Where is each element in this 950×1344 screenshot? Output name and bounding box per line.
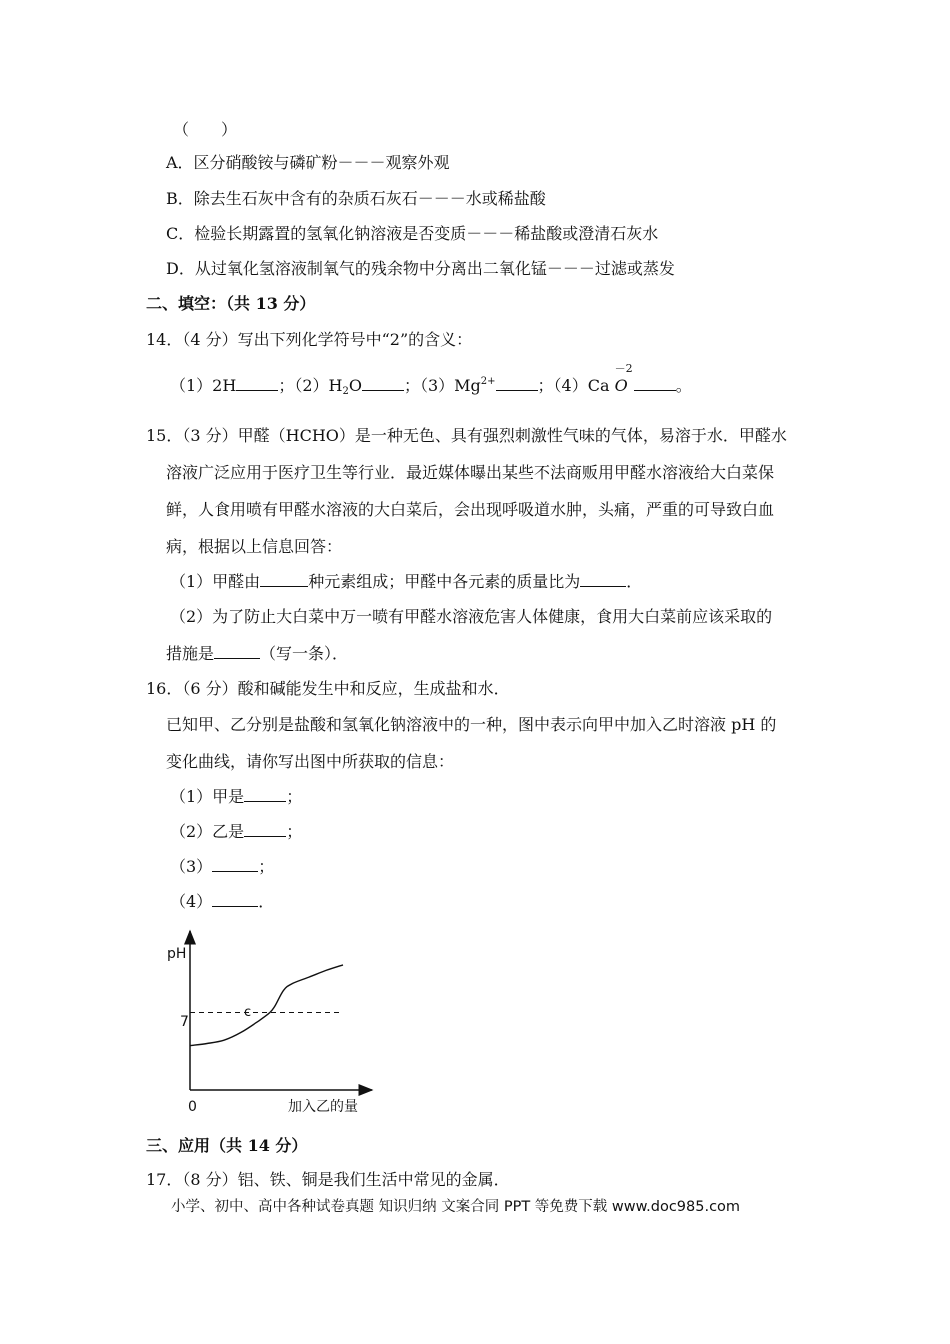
q14-blank-4[interactable] bbox=[634, 376, 676, 391]
q16-blank-4[interactable] bbox=[212, 892, 258, 907]
q14-valence-mark: －2 bbox=[614, 362, 633, 375]
q15-sub-1-pre: （1）甲醛由 bbox=[170, 572, 261, 591]
q15-sub-1-mid: 种元素组成；甲醛中各元素的质量比为 bbox=[308, 572, 581, 591]
q13-answer-bracket: （ ） bbox=[173, 120, 238, 139]
point-c-label: c bbox=[244, 1005, 252, 1020]
q14-blank-1[interactable] bbox=[236, 376, 278, 391]
q16-stem: 16．（6 分）酸和碱能发生中和反应，生成盐和水． bbox=[146, 679, 510, 698]
q14-part2-sub: 2 bbox=[342, 386, 349, 397]
q14-end: 。 bbox=[675, 376, 692, 395]
q15-blank-1[interactable] bbox=[260, 572, 308, 587]
q14-part2-pre: ；（2）H bbox=[278, 376, 343, 395]
q14-blank-3[interactable] bbox=[496, 376, 538, 391]
q15-sub-2-end: （写一条）． bbox=[260, 644, 349, 663]
q15-blank-3[interactable] bbox=[214, 644, 260, 659]
q16-blank-3[interactable] bbox=[212, 857, 258, 872]
q16-answer-4-label: （4） bbox=[170, 892, 213, 911]
q16-semicolon: ； bbox=[286, 822, 303, 841]
section-2-title: 二、填空：（共 13 分） bbox=[146, 294, 316, 313]
q16-line-2: 已知甲、乙分别是盐酸和氢氧化钠溶液中的一种，图中表示向甲中加入乙时溶液 pH 的 bbox=[166, 715, 777, 734]
x-axis-label: 加入乙的量 bbox=[288, 1099, 358, 1115]
q16-line-3: 变化曲线，请你写出图中所获取的信息： bbox=[166, 752, 455, 771]
q15-sub-2-line-2 bbox=[166, 644, 348, 664]
q16-answer-3-label: （3） bbox=[170, 857, 213, 876]
q14-part3-pre: ；（3）Mg bbox=[403, 376, 481, 395]
ph-curve-chart bbox=[160, 925, 390, 1120]
q14-parts bbox=[170, 362, 692, 397]
ph-curve-line bbox=[190, 965, 343, 1046]
q16-answer-3 bbox=[170, 857, 274, 877]
q14-stem: 14．（4 分）写出下列化学符号中“2”的含义： bbox=[146, 330, 473, 349]
q15-sub-1 bbox=[170, 572, 642, 592]
q17-stem: 17．（8 分）铝、铁、铜是我们生活中常见的金属． bbox=[146, 1170, 510, 1189]
origin-label: 0 bbox=[188, 1099, 197, 1115]
q15-sub-1-end: ． bbox=[626, 572, 643, 591]
q15-line-2: 溶液广泛应用于医疗卫生等行业．最近媒体曝出某些不法商贩用甲醛水溶液给大白菜保 bbox=[166, 463, 775, 482]
q14-blank-2[interactable] bbox=[362, 376, 404, 391]
y-tick-7: 7 bbox=[180, 1014, 189, 1030]
q13-option-d: D．从过氧化氢溶液制氧气的残余物中分离出二氧化锰－－－过滤或蒸发 bbox=[166, 259, 675, 278]
q16-answer-4 bbox=[170, 892, 274, 912]
q16-answer-1 bbox=[170, 787, 302, 807]
q16-period: ． bbox=[258, 892, 275, 911]
q14-oxygen: O bbox=[614, 376, 628, 395]
q15-line-1: 15．（3 分）甲醛（HCHO）是一种无色、具有强烈刺激性气味的气体，易溶于水．甲醛水 bbox=[146, 426, 787, 445]
q14-valence-oxygen bbox=[614, 362, 633, 396]
q16-blank-2[interactable] bbox=[244, 822, 286, 837]
section-3-title: 三、应用（共 14 分） bbox=[146, 1136, 308, 1155]
q15-sub-2-line-1: （2）为了防止大白菜中万一喷有甲醛水溶液危害人体健康，食用大白菜前应该采取的 bbox=[170, 607, 773, 626]
q13-option-b: B．除去生石灰中含有的杂质石灰石－－－水或稀盐酸 bbox=[166, 189, 546, 208]
q14-part1: （1）2H bbox=[170, 376, 237, 395]
q16-semicolon: ； bbox=[286, 787, 303, 806]
q13-option-c: C．检验长期露置的氢氧化钠溶液是否变质－－－稀盐酸或澄清石灰水 bbox=[166, 224, 659, 243]
q14-part2-post: O bbox=[348, 376, 362, 395]
q16-answer-2 bbox=[170, 822, 302, 842]
q16-blank-1[interactable] bbox=[244, 787, 286, 802]
q14-part3-sup: 2+ bbox=[480, 376, 496, 387]
q15-line-3: 鲜，人食用喷有甲醛水溶液的大白菜后，会出现呼吸道水肿，头痛，严重的可导致白血 bbox=[166, 500, 775, 519]
y-axis-label: pH bbox=[167, 946, 187, 962]
page-footer: 小学、初中、高中各种试卷真题 知识归纳 文案合同 PPT 等免费下载 www.doc985.com bbox=[171, 1199, 741, 1215]
q13-option-a: A．区分硝酸铵与磷矿粉－－－观察外观 bbox=[166, 153, 450, 172]
q15-line-4: 病，根据以上信息回答： bbox=[166, 537, 343, 556]
q15-sub-2-pre: 措施是 bbox=[166, 644, 215, 663]
q15-blank-2[interactable] bbox=[580, 572, 626, 587]
q16-answer-1-label: （1）甲是 bbox=[170, 787, 245, 806]
q16-semicolon: ； bbox=[258, 857, 275, 876]
q16-answer-2-label: （2）乙是 bbox=[170, 822, 245, 841]
q14-part4-pre: ；（4）Ca bbox=[537, 376, 610, 395]
